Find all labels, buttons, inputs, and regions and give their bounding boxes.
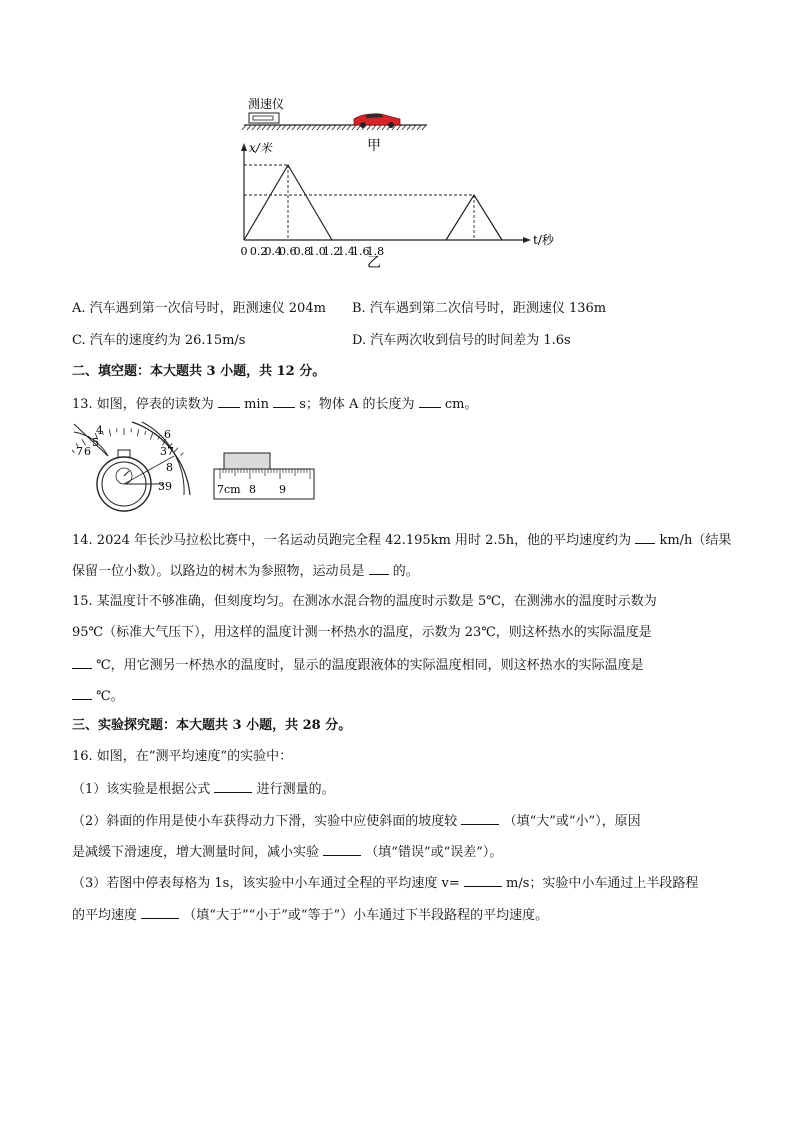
x-tick-label: 0 (240, 245, 248, 258)
ground-hatch (422, 125, 426, 130)
q16-text-2: 进行测量的。 (256, 782, 335, 797)
q16-text-7: （3）若图中停表每格为 1s，该实验中小车通过全程的平均速度 v= (72, 876, 460, 891)
ground-hatch (327, 125, 331, 130)
ground-hatch (287, 125, 291, 130)
speed-meter-label: 测速仪 (248, 97, 285, 111)
watch-num-6b: 6 (164, 428, 171, 441)
ground-hatch (377, 125, 381, 130)
ground-hatch (257, 125, 261, 130)
x-tick-label: 1.8 (366, 245, 385, 258)
ground-hatch (342, 125, 346, 130)
q16-text-10: （填“大于”“小于”或“等于”）小车通过下半段路程的平均速度。 (183, 908, 549, 923)
question-16-intro: 16. 如图，在“测平均速度”的实验中： (72, 749, 293, 764)
q15-blank-1[interactable] (72, 655, 92, 669)
question-14-line-1 (72, 530, 731, 550)
q14-text-3: 保留一位小数）。以路边的树木为参照物，运动员是 (72, 564, 365, 579)
q13-blank-2[interactable] (273, 394, 295, 408)
question-15-line-2: 95℃（标准大气压下），用这样的温度计测一杯热水的温度，示数为 23℃，则这杯热水的实际温度是 (72, 625, 652, 640)
x-axis-label: t/秒 (533, 233, 554, 247)
stopwatch-scale-tick (173, 448, 177, 453)
y-axis-label: x/米 (249, 141, 272, 155)
stopwatch-scale-tick (137, 429, 138, 436)
ground-hatch (307, 125, 311, 130)
option-a: A. 汽车遇到第一次信号时，距测速仪 204m (72, 301, 326, 316)
q16-part-2-line-1 (72, 811, 641, 831)
ground-hatch (397, 125, 401, 130)
ground-hatch (312, 125, 316, 130)
option-b: B. 汽车遇到第二次信号时，距测速仪 136m (352, 301, 607, 316)
ground-hatch (282, 125, 286, 130)
stopwatch-scale-tick (72, 448, 75, 453)
q16-text-6: （填“错误”或“误差”）。 (365, 845, 503, 860)
x-tick-label: 1.4 (337, 245, 355, 258)
ground-hatch (292, 125, 296, 130)
speed-meter-device (249, 113, 279, 123)
q13-text-3: s；物体 A 的长度为 (299, 397, 415, 412)
q14-text-4: 的。 (392, 564, 419, 579)
q14-blank-1[interactable] (635, 530, 655, 544)
ground-hatch (262, 125, 266, 130)
q16-text-1: （1）该实验是根据公式 (72, 782, 211, 797)
ground-hatch (337, 125, 341, 130)
q13-blank-3[interactable] (419, 394, 441, 408)
ground-hatch (267, 125, 271, 130)
q16-text-4: （填“大”或“小”），原因 (503, 814, 641, 829)
ground-hatch (277, 125, 281, 130)
ground-hatch (322, 125, 326, 130)
q14-blank-2[interactable] (369, 561, 389, 575)
watch-num-39: 39 (158, 480, 172, 493)
q16-blank-4[interactable] (464, 873, 502, 887)
x-tick-label: 0.4 (264, 245, 282, 258)
watch-num-37: 37 (160, 445, 174, 458)
stopwatch-scale-tick (181, 453, 184, 456)
question-15-line-3 (72, 655, 644, 675)
q16-text-5: 是减缓下滑速度，增大测量时间，减小实验 (72, 845, 320, 860)
jia-label: 甲 (367, 138, 381, 154)
q16-blank-1[interactable] (214, 779, 252, 793)
x-tick-label: 1.0 (308, 245, 326, 258)
ground-hatch (242, 125, 246, 130)
watch-num-5: 5 (92, 436, 99, 449)
q13-text-2: min (244, 397, 269, 412)
question-15-line-1: 15. 某温度计不够准确，但刻度均匀。在测冰水混合物的温度时示数是 5℃，在测沸水的温度时示数为 (72, 594, 657, 609)
ground-hatch (272, 125, 276, 130)
q15-text-4: ℃。 (96, 689, 124, 704)
ground-hatch (247, 125, 251, 130)
q16-text-3: （2）斜面的作用是使小车获得动力下滑，实验中应使斜面的坡度较 (72, 814, 458, 829)
x-tick-label: 0.2 (249, 245, 268, 258)
ground-hatch (372, 125, 376, 130)
yi-label: 乙 (367, 255, 381, 271)
section-2-heading: 二、填空题：本大题共 3 小题，共 12 分。 (72, 364, 326, 379)
ground-hatch (412, 125, 416, 130)
option-c: C. 汽车的速度约为 26.15m/s (72, 333, 246, 348)
ground-hatch (352, 125, 356, 130)
x-tick-label: 0.6 (279, 245, 297, 258)
object-a (224, 453, 270, 469)
ground-hatch (302, 125, 306, 130)
stopwatch-figure (72, 420, 202, 512)
option-d: D. 汽车两次收到信号的时间差为 1.6s (352, 333, 571, 348)
q14-text-1: 14. 2024 年长沙马拉松比赛中，一名运动员跑完全程 42.195km 用时 2.5h，他的平均速度约为 (72, 533, 632, 548)
top-figure (230, 92, 570, 274)
ground-hatch (402, 125, 406, 130)
ruler-figure (210, 452, 320, 504)
section-3-heading: 三、实验探究题：本大题共 3 小题，共 28 分。 (72, 718, 352, 733)
watch-num-4: 4 (96, 424, 103, 437)
q16-text-8: m/s；实验中小车通过上半段路程 (506, 876, 699, 891)
ground-hatch (407, 125, 411, 130)
ruler-label-7cm: 7cm (217, 483, 241, 496)
q16-blank-3[interactable] (323, 842, 361, 856)
x-tick-label: 1.2 (322, 245, 341, 258)
question-15-line-4 (72, 686, 124, 706)
watch-num-8: 8 (166, 461, 173, 474)
ruler-label-8: 8 (249, 483, 256, 496)
ground-hatch (252, 125, 256, 130)
ground-hatch (417, 125, 421, 130)
q15-text-3: ℃，用它测另一杯热水的温度时，显示的温度跟液体的实际温度相同，则这杯热水的实际温度是 (96, 658, 644, 673)
q13-text-4: cm。 (444, 397, 478, 412)
q16-part-3-line-1 (72, 873, 698, 893)
watch-num-6a: 6 (84, 445, 91, 458)
ruler-label-9: 9 (279, 483, 286, 496)
x-tick-label: 0.8 (293, 245, 312, 258)
q13-blank-1[interactable] (218, 394, 240, 408)
q16-part-3-line-2 (72, 905, 548, 925)
question-14-line-2 (72, 561, 419, 581)
question-13 (72, 394, 477, 414)
ground-hatch (297, 125, 301, 130)
ground-hatch (332, 125, 336, 130)
car-icon (354, 114, 400, 128)
q16-part-2-line-2 (72, 842, 502, 862)
q15-blank-2[interactable] (72, 686, 92, 700)
q16-part-1 (72, 779, 335, 799)
ground-hatch (367, 125, 371, 130)
stopwatch-scale-tick (109, 429, 110, 436)
watch-num-7: 7 (76, 445, 83, 458)
q13-text-1: 13. 如图，停表的读数为 (72, 397, 214, 412)
q14-text-2: km/h（结果 (659, 533, 732, 548)
ground-hatch (382, 125, 386, 130)
ground-hatch (317, 125, 321, 130)
q16-text-9: 的平均速度 (72, 908, 138, 923)
stopwatch-scale-tick (150, 433, 152, 440)
q16-blank-2[interactable] (461, 811, 499, 825)
stopwatch-scale-tick (145, 431, 146, 435)
ground-hatch (347, 125, 351, 130)
q16-blank-5[interactable] (141, 905, 179, 919)
x-tick-label: 1.6 (352, 245, 370, 258)
